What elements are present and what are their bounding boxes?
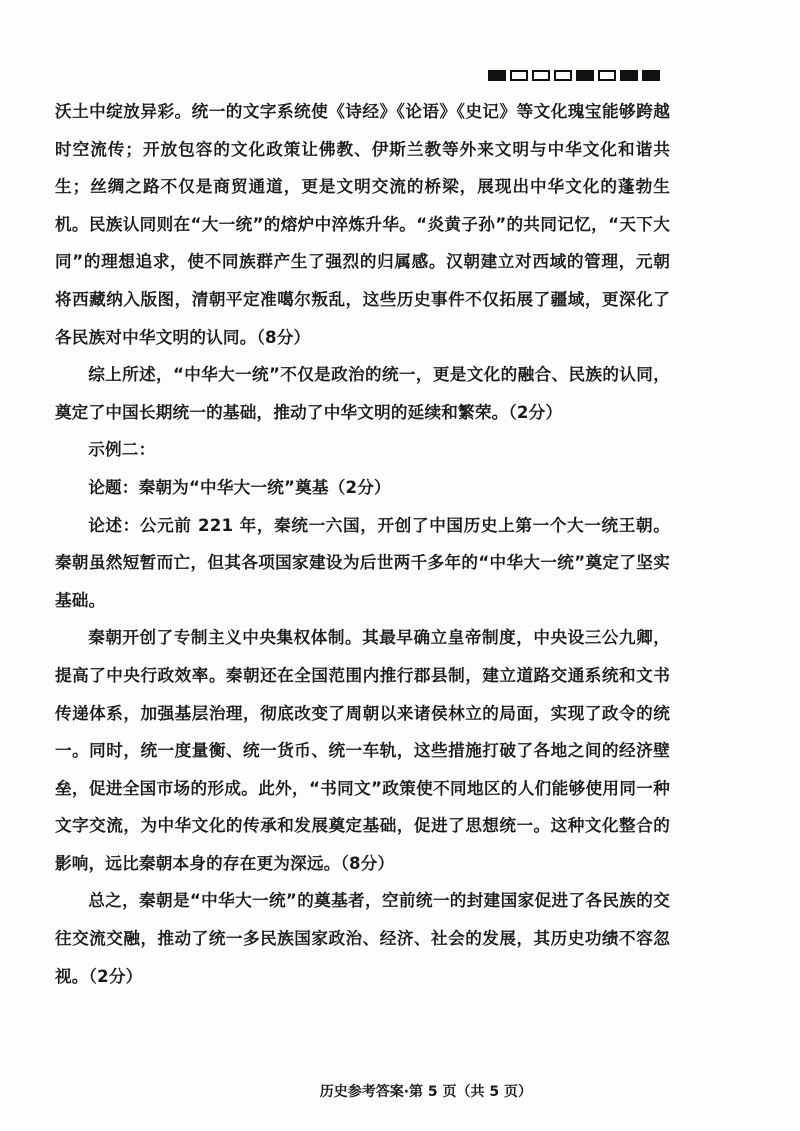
header-mark-empty	[554, 70, 572, 81]
example-heading: 示例二：	[88, 440, 156, 460]
answer-text	[55, 93, 670, 995]
header-mark-filled	[642, 70, 660, 81]
paragraph: 论述：公元前 221 年，秦统一六国，开创了中国历史上第一个大一统王朝。秦朝虽然短暂而亡，但其各项国家建设为后世两千多年的“中华大一统”奠定了坚实基础。	[55, 515, 670, 610]
header-mark-filled	[620, 70, 638, 81]
page-footer	[0, 1081, 660, 1101]
header-mark-filled	[576, 70, 594, 81]
header-mark-filled	[488, 70, 506, 81]
header-mark-empty	[532, 70, 550, 81]
header-mark-empty	[510, 70, 528, 81]
paragraph: 沃土中绽放异彩。统一的文字系统使《诗经》《论语》《史记》等文化瑰宝能够跨越时空流传；开放包容的文化政策让佛教、伊斯兰教等外来文明与中华文化和谐共生；丝绸之路不仅是商贸通道，更是文明交流的桥梁，展现出中华文化的蓬勃生机。民族认同则在“大一统”的熔炉中淬炼升华。“炎黄子孙”的共同记忆，“天下大同”的理想追求，使不同族群产生了强烈的归属感。汉朝建立对西域的管理，元朝将西藏纳入版图，清朝平定准噶尔叛乱，这些历史事件不仅拓展了疆域，更深化了各民族对中华文明的认同。（8分）	[55, 102, 670, 347]
footer-text: 历史参考答案·第 5 页（共 5 页）	[319, 1084, 532, 1100]
paragraph: 综上所述，“中华大一统”不仅是政治的统一，更是文化的融合、民族的认同，奠定了中国长期统一的基础，推动了中华文明的延续和繁荣。（2分）	[55, 365, 670, 422]
header-mark-empty	[598, 70, 616, 81]
thesis: 论题：秦朝为“中华大一统”奠基（2分）	[88, 477, 391, 497]
header-marks	[488, 70, 660, 81]
paragraph: 总之，秦朝是“中华大一统”的奠基者，空前统一的封建国家促进了各民族的交往交流交融，推动了统一多民族国家政治、经济、社会的发展，其历史功绩不容忽视。（2分）	[55, 891, 670, 986]
paragraph: 秦朝开创了专制主义中央集权体制。其最早确立皇帝制度，中央设三公九卿，提高了中央行政效率。秦朝还在全国范围内推行郡县制，建立道路交通系统和文书传递体系，加强基层治理，彻底改变了周朝以来诸侯林立的局面，实现了政令的统一。同时，统一度量衡、统一货币、统一车轨，这些措施打破了各地之间的经济壁垒，促进全国市场的形成。此外，“书同文”政策使不同地区的人们能够使用同一种文字交流，为中华文化的传承和发展奠定基础，促进了思想统一。这种文化整合的影响，远比秦朝本身的存在更为深远。（8分）	[55, 628, 670, 873]
